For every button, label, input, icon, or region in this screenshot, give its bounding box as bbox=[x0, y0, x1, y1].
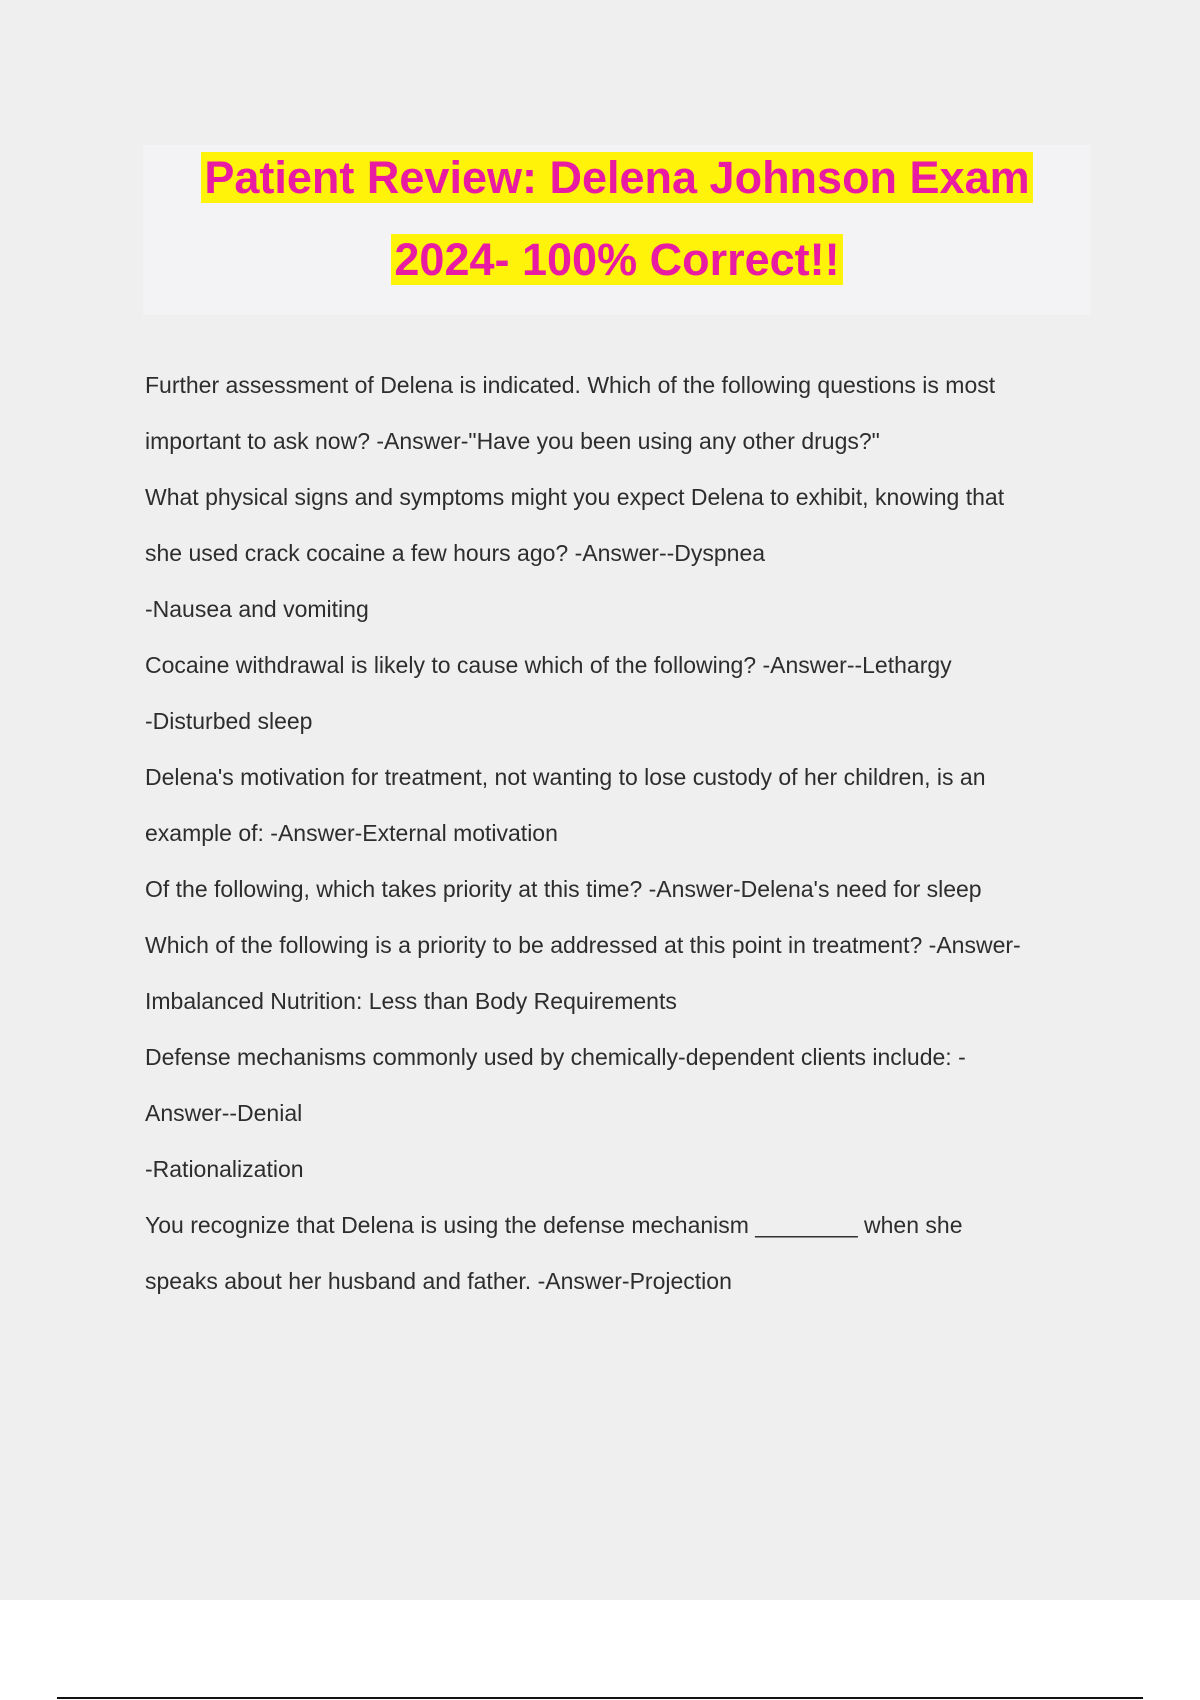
text-line: speaks about her husband and father. -Answer-Projection bbox=[145, 1268, 732, 1294]
text-line: -Disturbed sleep bbox=[145, 708, 313, 734]
text-line: Of the following, which takes priority at this time? -Answer-Delena's need for sleep bbox=[145, 876, 982, 902]
title-line-2-text: 2024- 100% Correct!! bbox=[391, 234, 842, 285]
text-line: Answer--Denial bbox=[145, 1100, 303, 1126]
text-line: What physical signs and symptoms might you expect Delena to exhibit, knowing that bbox=[145, 484, 1005, 510]
text-line: -Nausea and vomiting bbox=[145, 596, 369, 622]
text-line: Cocaine withdrawal is likely to cause which of the following? -Answer--Lethargy bbox=[145, 652, 952, 678]
text-line: Imbalanced Nutrition: Less than Body Requirements bbox=[145, 988, 677, 1014]
text-line: Defense mechanisms commonly used by chemically-dependent clients include: - bbox=[145, 1044, 966, 1070]
text-line: she used crack cocaine a few hours ago? -Answer--Dyspnea bbox=[145, 540, 766, 566]
text-line: You recognize that Delena is using the defense mechanism ________ when she bbox=[145, 1212, 963, 1238]
footer-divider bbox=[57, 1697, 1143, 1699]
text-line: Further assessment of Delena is indicated. Which of the following questions is most bbox=[145, 372, 996, 398]
title-block bbox=[143, 145, 1091, 315]
text-line: Which of the following is a priority to be addressed at this point in treatment? -Answer- bbox=[145, 932, 1021, 958]
question-answer-list bbox=[145, 357, 1085, 1309]
text-line: example of: -Answer-External motivation bbox=[145, 820, 558, 846]
title-line-1-text: Patient Review: Delena Johnson Exam bbox=[201, 152, 1032, 203]
text-line: -Rationalization bbox=[145, 1156, 304, 1182]
title-line-2 bbox=[143, 232, 1091, 288]
title-line-1 bbox=[143, 150, 1091, 206]
text-line: important to ask now? -Answer-"Have you been using any other drugs?" bbox=[145, 428, 880, 454]
text-line: Delena's motivation for treatment, not wanting to lose custody of her children, is an bbox=[145, 764, 986, 790]
